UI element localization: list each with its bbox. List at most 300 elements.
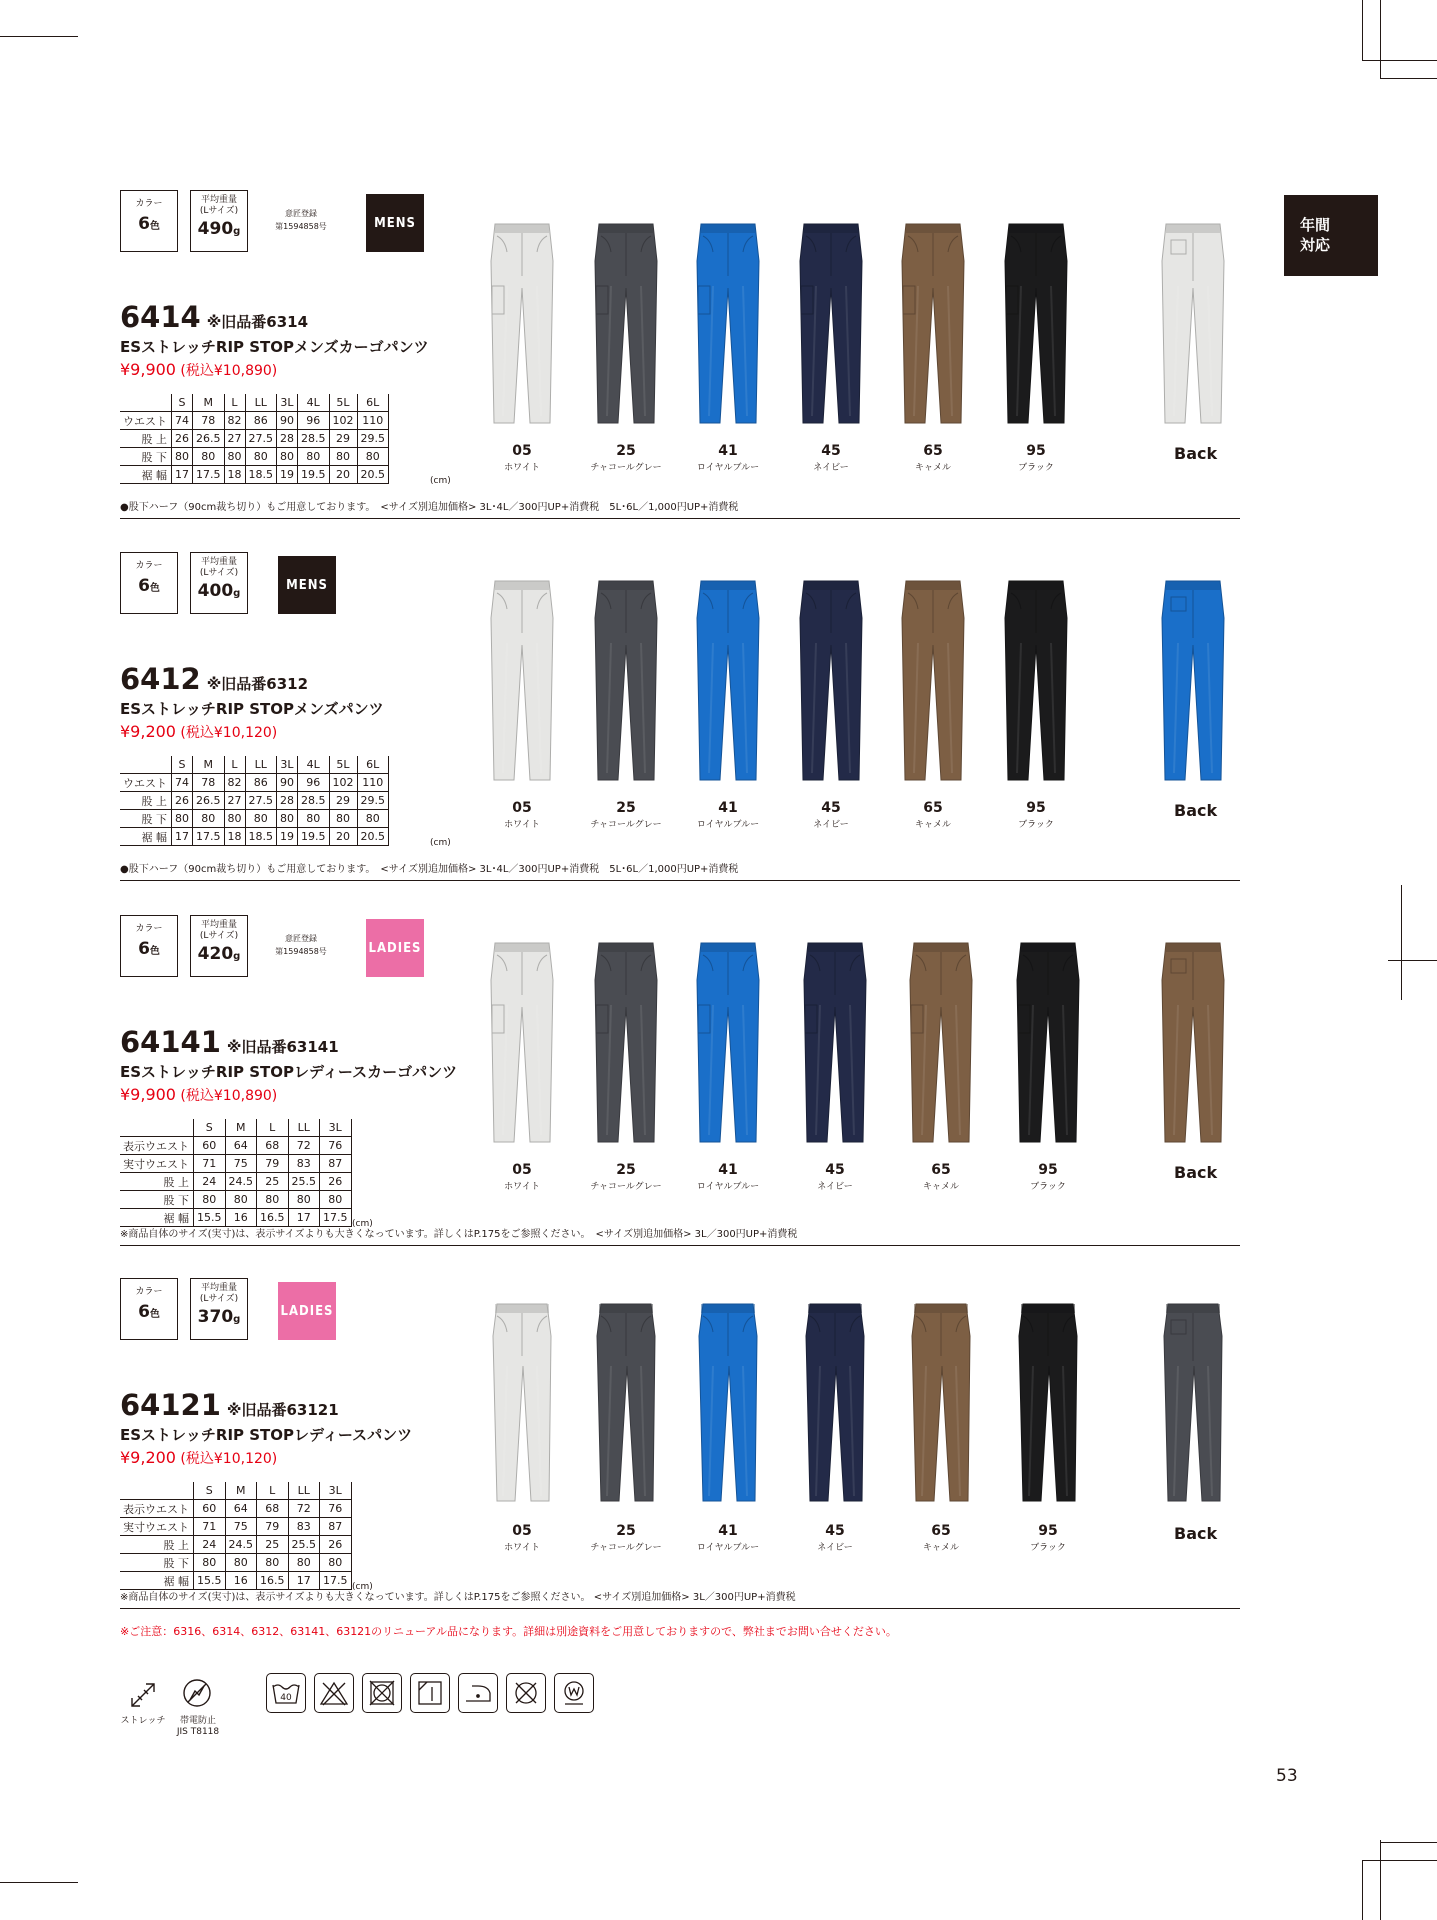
color-code: 45: [821, 443, 841, 459]
size-row: [120, 412, 389, 430]
size-header-cell: 3L: [277, 756, 298, 774]
size-cell: 72: [288, 1137, 320, 1155]
color-code: 25: [616, 1162, 636, 1178]
size-cell: 102: [329, 412, 357, 430]
size-note: ●股下ハーフ（90cm裁ち切り）もご用意しております。 <サイズ別追加価格> 3L･4L／300円UP+消費税 5L･6L／1,000円UP+消費税: [120, 864, 739, 875]
gender-badge: MENS: [366, 194, 424, 252]
size-cell: 29.5: [357, 792, 389, 810]
unit-label: (cm): [430, 476, 451, 486]
size-cell: 86: [245, 774, 277, 792]
gender-badge: MENS: [278, 556, 336, 614]
size-row-label: 股 上: [120, 430, 172, 448]
antistatic-label-text: 帯電防止: [179, 1716, 216, 1726]
color-count-box: [120, 552, 178, 614]
size-cell: 90: [277, 412, 298, 430]
size-corner: [120, 756, 172, 774]
unit-label: (cm): [352, 1219, 373, 1229]
size-cell: 78: [193, 774, 225, 792]
size-cell: 28: [277, 430, 298, 448]
size-row-label: 股 下: [120, 810, 172, 828]
color-name: ネイビー: [813, 820, 849, 830]
color-count: 6色: [138, 214, 160, 234]
size-cell: 27.5: [245, 430, 277, 448]
size-cell: 80: [357, 810, 389, 828]
size-row: [120, 828, 389, 846]
color-label: カラー: [135, 561, 163, 571]
size-cell: 60: [194, 1500, 226, 1518]
size-cell: 16: [225, 1572, 257, 1590]
iron-low-icon: [458, 1673, 498, 1713]
crop-mark: [0, 36, 78, 37]
size-cell: 26.5: [193, 430, 225, 448]
size-header-cell: LL: [288, 1119, 320, 1137]
size-cell: 26: [320, 1173, 352, 1191]
size-cell: 68: [257, 1137, 289, 1155]
color-code: 05: [512, 1162, 532, 1178]
color-label: カラー: [135, 924, 163, 934]
size-cell: 16: [225, 1209, 257, 1227]
pant-image-41: [693, 1296, 763, 1515]
color-code: 25: [616, 1523, 636, 1539]
color-count: 6色: [138, 939, 160, 959]
size-corner: [120, 1482, 194, 1500]
size-row: [120, 810, 389, 828]
color-code: 95: [1026, 443, 1046, 459]
size-header-cell: M: [193, 756, 225, 774]
size-row-label: 裾 幅: [120, 466, 172, 484]
size-cell: 80: [245, 448, 277, 466]
page-number: 53: [1276, 1766, 1298, 1786]
size-row-label: 股 上: [120, 1536, 194, 1554]
crop-mark: [1362, 1860, 1437, 1861]
size-cell: 83: [288, 1155, 320, 1173]
size-cell: 28: [277, 792, 298, 810]
size-cell: 28.5: [298, 430, 330, 448]
product-name: ESストレッチRIP STOPレディースパンツ: [120, 1426, 413, 1444]
size-row-label: 股 下: [120, 1191, 194, 1209]
size-header-cell: 3L: [320, 1119, 352, 1137]
color-name: チャコールグレー: [590, 463, 662, 473]
size-row-label: 実寸ウエスト: [120, 1155, 194, 1173]
size-header-cell: L: [257, 1482, 289, 1500]
size-header-cell: 3L: [277, 394, 298, 412]
size-corner: [120, 1119, 194, 1137]
color-name: ホワイト: [504, 1182, 540, 1192]
size-cell: 80: [357, 448, 389, 466]
crop-mark: [1362, 1860, 1363, 1920]
weight-value: 490g: [197, 219, 241, 239]
size-corner: [120, 394, 172, 412]
wet-clean-icon: [554, 1673, 594, 1713]
color-code: 65: [931, 1523, 951, 1539]
size-header-cell: S: [172, 756, 193, 774]
size-cell: 80: [224, 810, 245, 828]
crop-mark: [1380, 78, 1437, 79]
color-count-box: [120, 915, 178, 977]
size-cell: 80: [194, 1554, 226, 1572]
size-cell: 80: [288, 1191, 320, 1209]
size-cell: 79: [257, 1155, 289, 1173]
size-header-cell: LL: [245, 394, 277, 412]
size-header-cell: M: [225, 1482, 257, 1500]
color-code: 25: [616, 443, 636, 459]
size-cell: 18.5: [245, 466, 277, 484]
color-code: 41: [718, 1162, 738, 1178]
size-row-label: 股 下: [120, 448, 172, 466]
size-row: [120, 1137, 351, 1155]
size-cell: 74: [172, 412, 193, 430]
weight-box: [190, 1278, 248, 1340]
season-badge-line2: 対応: [1300, 236, 1331, 254]
design-registration: 意匠登録 第1594858号: [275, 934, 327, 956]
size-cell: 80: [320, 1191, 352, 1209]
size-cell: 96: [298, 774, 330, 792]
size-row: [120, 792, 389, 810]
pant-image-05: [487, 216, 557, 435]
size-header-cell: L: [224, 394, 245, 412]
season-badge-line1: 年間: [1300, 216, 1331, 234]
size-cell: 28.5: [298, 792, 330, 810]
wash-temp-text: 40: [280, 1693, 292, 1703]
size-cell: 25: [257, 1536, 289, 1554]
size-cell: 80: [298, 448, 330, 466]
size-header-cell: 6L: [357, 394, 389, 412]
size-cell: 24: [194, 1173, 226, 1191]
size-row: [120, 1191, 351, 1209]
size-cell: 72: [288, 1500, 320, 1518]
size-cell: 74: [172, 774, 193, 792]
size-row: [120, 466, 389, 484]
wash-40-icon: [266, 1673, 306, 1713]
size-cell: 96: [298, 412, 330, 430]
size-cell: 80: [257, 1191, 289, 1209]
size-row-label: 裾 幅: [120, 1572, 194, 1590]
price-with-tax: (税込¥10,120): [175, 1451, 278, 1467]
price-with-tax: (税込¥10,120): [175, 725, 278, 741]
crop-mark: [1380, 1840, 1381, 1920]
no-bleach-icon: [314, 1673, 354, 1713]
size-row: [120, 1209, 351, 1227]
color-name: チャコールグレー: [590, 1182, 662, 1192]
size-row: [120, 448, 389, 466]
size-header-cell: 4L: [298, 394, 330, 412]
size-cell: 17: [172, 466, 193, 484]
size-cell: 17: [288, 1209, 320, 1227]
color-code: 95: [1026, 800, 1046, 816]
size-cell: 68: [257, 1500, 289, 1518]
color-code: 41: [718, 800, 738, 816]
size-header-cell: LL: [288, 1482, 320, 1500]
size-cell: 71: [194, 1518, 226, 1536]
line-dry-shade-icon: [410, 1673, 450, 1713]
back-label: Back: [1174, 444, 1218, 463]
color-name: ブラック: [1018, 463, 1054, 473]
color-label: カラー: [135, 199, 163, 209]
color-count: 6色: [138, 576, 160, 596]
color-code: 65: [931, 1162, 951, 1178]
size-cell: 19.5: [298, 466, 330, 484]
size-cell: 15.5: [194, 1572, 226, 1590]
color-name: ホワイト: [504, 1543, 540, 1553]
pant-image-25: [591, 1296, 661, 1515]
size-cell: 90: [277, 774, 298, 792]
color-code: 25: [616, 800, 636, 816]
size-cell: 76: [320, 1137, 352, 1155]
size-cell: 80: [194, 1191, 226, 1209]
size-cell: 76: [320, 1500, 352, 1518]
size-row: [120, 430, 389, 448]
color-name: キャメル: [914, 463, 951, 473]
color-name: ブラック: [1030, 1543, 1066, 1553]
color-code: 65: [923, 443, 943, 459]
pant-image-45: [800, 935, 870, 1154]
antistatic-label: [170, 1716, 226, 1738]
size-cell: 80: [298, 810, 330, 828]
color-name: キャメル: [922, 1182, 959, 1192]
size-cell: 25: [257, 1173, 289, 1191]
size-cell: 26.5: [193, 792, 225, 810]
season-badge: [1284, 195, 1378, 276]
crop-mark: [1380, 1842, 1437, 1843]
pant-image-05: [487, 935, 557, 1154]
size-cell: 19: [277, 466, 298, 484]
size-header-cell: S: [194, 1482, 226, 1500]
color-name: キャメル: [914, 820, 951, 830]
color-code: 95: [1038, 1162, 1058, 1178]
size-table: [120, 1119, 352, 1227]
size-cell: 17.5: [193, 828, 225, 846]
back-label: Back: [1174, 801, 1218, 820]
size-cell: 27: [224, 430, 245, 448]
pant-image-95: [1001, 573, 1071, 792]
pant-back-image: [1158, 935, 1228, 1154]
section-divider: [120, 1245, 1240, 1246]
size-row-label: ウエスト: [120, 774, 172, 792]
size-row: [120, 1173, 351, 1191]
size-cell: 82: [224, 774, 245, 792]
weight-label: 平均重量 (Lサイズ): [199, 195, 239, 216]
size-row: [120, 1155, 351, 1173]
size-cell: 25.5: [288, 1536, 320, 1554]
product-code: 6414 ※旧品番6314: [120, 300, 309, 334]
gender-badge: LADIES: [278, 1282, 336, 1340]
size-row-label: 表示ウエスト: [120, 1137, 194, 1155]
size-cell: 24.5: [225, 1173, 257, 1191]
size-cell: 71: [194, 1155, 226, 1173]
size-cell: 29: [329, 792, 357, 810]
size-cell: 80: [329, 448, 357, 466]
size-cell: 80: [224, 448, 245, 466]
section-divider: [120, 880, 1240, 881]
size-cell: 75: [225, 1518, 257, 1536]
size-cell: 87: [320, 1518, 352, 1536]
pant-image-25: [591, 573, 661, 792]
color-code: 41: [718, 443, 738, 459]
color-name: ロイヤルブルー: [696, 463, 760, 473]
size-cell: 19.5: [298, 828, 330, 846]
pant-image-41: [693, 216, 763, 435]
color-label: カラー: [135, 1287, 163, 1297]
size-row-label: 裾 幅: [120, 828, 172, 846]
color-name: チャコールグレー: [590, 820, 662, 830]
stretch-icon: [126, 1678, 160, 1712]
size-cell: 80: [225, 1554, 257, 1572]
size-table: [120, 756, 389, 846]
crop-mark: [1362, 60, 1437, 61]
size-row-label: 股 上: [120, 1173, 194, 1191]
color-name: チャコールグレー: [590, 1543, 662, 1553]
crop-mark: [1362, 0, 1363, 60]
size-cell: 16.5: [257, 1572, 289, 1590]
color-name: ホワイト: [504, 820, 540, 830]
size-cell: 17.5: [320, 1209, 352, 1227]
color-code: 45: [825, 1523, 845, 1539]
color-name: ホワイト: [504, 463, 540, 473]
weight-value: 420g: [197, 944, 241, 964]
product-price: ¥9,900 (税込¥10,890): [120, 360, 278, 379]
color-name: ネイビー: [817, 1543, 853, 1553]
size-cell: 80: [245, 810, 277, 828]
unit-label: (cm): [352, 1582, 373, 1592]
antistatic-icon: [180, 1676, 214, 1710]
color-name: ロイヤルブルー: [696, 1182, 760, 1192]
weight-box: [190, 552, 248, 614]
pant-image-95: [1013, 1296, 1083, 1515]
product-price: ¥9,900 (税込¥10,890): [120, 1085, 278, 1104]
old-product-code: ※旧品番6314: [206, 313, 309, 331]
size-row: [120, 1536, 351, 1554]
size-cell: 86: [245, 412, 277, 430]
pant-image-41: [693, 573, 763, 792]
crop-mark: [1388, 960, 1437, 961]
size-header-cell: 5L: [329, 394, 357, 412]
pant-image-65: [906, 1296, 976, 1515]
size-cell: 17.5: [320, 1572, 352, 1590]
stretch-label: ストレッチ: [120, 1716, 166, 1726]
color-code: 05: [512, 443, 532, 459]
weight-label: 平均重量 (Lサイズ): [199, 920, 239, 941]
back-label: Back: [1174, 1524, 1218, 1543]
size-cell: 20: [329, 466, 357, 484]
size-cell: 87: [320, 1155, 352, 1173]
size-cell: 110: [357, 412, 389, 430]
size-table: [120, 394, 389, 484]
size-cell: 83: [288, 1518, 320, 1536]
weight-value: 370g: [197, 1307, 241, 1327]
size-cell: 20: [329, 828, 357, 846]
size-cell: 80: [277, 810, 298, 828]
crop-mark: [0, 1882, 78, 1883]
size-cell: 18.5: [245, 828, 277, 846]
size-header-cell: S: [172, 394, 193, 412]
size-header-cell: L: [257, 1119, 289, 1137]
size-header-cell: L: [224, 756, 245, 774]
size-cell: 79: [257, 1518, 289, 1536]
color-count-box: [120, 190, 178, 252]
size-cell: 24: [194, 1536, 226, 1554]
size-note: ●股下ハーフ（90cm裁ち切り）もご用意しております。 <サイズ別追加価格> 3L･4L／300円UP+消費税 5L･6L／1,000円UP+消費税: [120, 502, 739, 513]
color-name: ロイヤルブルー: [696, 1543, 760, 1553]
size-cell: 80: [257, 1554, 289, 1572]
pant-back-image: [1158, 573, 1228, 792]
color-name: ブラック: [1030, 1182, 1066, 1192]
color-code: 95: [1038, 1523, 1058, 1539]
size-cell: 26: [172, 792, 193, 810]
color-code: 41: [718, 1523, 738, 1539]
product-code: 6412 ※旧品番6312: [120, 662, 309, 696]
color-name: ネイビー: [813, 463, 849, 473]
size-header-cell: 3L: [320, 1482, 352, 1500]
pant-image-05: [487, 573, 557, 792]
color-name: キャメル: [922, 1543, 959, 1553]
gender-badge: LADIES: [366, 919, 424, 977]
size-row-label: 裾 幅: [120, 1209, 194, 1227]
pant-image-25: [591, 935, 661, 1154]
size-row-label: 股 下: [120, 1554, 194, 1572]
size-cell: 102: [329, 774, 357, 792]
price-with-tax: (税込¥10,890): [175, 1088, 278, 1104]
size-row-label: 股 上: [120, 792, 172, 810]
pant-back-image: [1158, 1296, 1228, 1515]
size-cell: 26: [172, 430, 193, 448]
back-label: Back: [1174, 1163, 1218, 1182]
crop-mark: [1401, 885, 1402, 1000]
antistatic-standard: JIS T8118: [176, 1727, 220, 1737]
crop-mark: [1380, 0, 1381, 78]
old-product-code: ※旧品番63141: [226, 1038, 339, 1056]
size-cell: 110: [357, 774, 389, 792]
weight-box: [190, 915, 248, 977]
old-product-code: ※旧品番6312: [206, 675, 309, 693]
size-header-cell: 6L: [357, 756, 389, 774]
weight-label: 平均重量 (Lサイズ): [199, 557, 239, 578]
size-cell: 25.5: [288, 1173, 320, 1191]
size-row-label: ウエスト: [120, 412, 172, 430]
size-row: [120, 1518, 351, 1536]
old-product-code: ※旧品番63121: [226, 1401, 339, 1419]
color-code: 45: [825, 1162, 845, 1178]
pant-image-65: [898, 573, 968, 792]
size-cell: 29: [329, 430, 357, 448]
size-cell: 80: [288, 1554, 320, 1572]
color-code: 05: [512, 1523, 532, 1539]
color-name: ロイヤルブルー: [696, 820, 760, 830]
color-count: 6色: [138, 1302, 160, 1322]
product-code: 64141 ※旧品番63141: [120, 1025, 339, 1059]
size-cell: 16.5: [257, 1209, 289, 1227]
product-name: ESストレッチRIP STOPレディースカーゴパンツ: [120, 1063, 458, 1081]
pant-image-05: [487, 1296, 557, 1515]
size-table: [120, 1482, 352, 1590]
product-price: ¥9,200 (税込¥10,120): [120, 722, 278, 741]
size-cell: 82: [224, 412, 245, 430]
section-divider: [120, 518, 1240, 519]
size-cell: 18: [224, 828, 245, 846]
size-note: ※商品自体のサイズ(実寸)は、表示サイズよりも大きくなっています。詳しくはP.175をご参照ください。 <サイズ別追加価格> 3L／300円UP+消費税: [120, 1229, 798, 1240]
color-name: ブラック: [1018, 820, 1054, 830]
pant-image-25: [591, 216, 661, 435]
size-cell: 80: [320, 1554, 352, 1572]
size-header-cell: LL: [245, 756, 277, 774]
pant-image-65: [906, 935, 976, 1154]
size-cell: 20.5: [357, 828, 389, 846]
weight-box: [190, 190, 248, 252]
color-name: ネイビー: [817, 1182, 853, 1192]
size-row: [120, 1572, 351, 1590]
pant-image-95: [1013, 935, 1083, 1154]
weight-label: 平均重量 (Lサイズ): [199, 1283, 239, 1304]
no-tumble-dry-icon: [362, 1673, 402, 1713]
